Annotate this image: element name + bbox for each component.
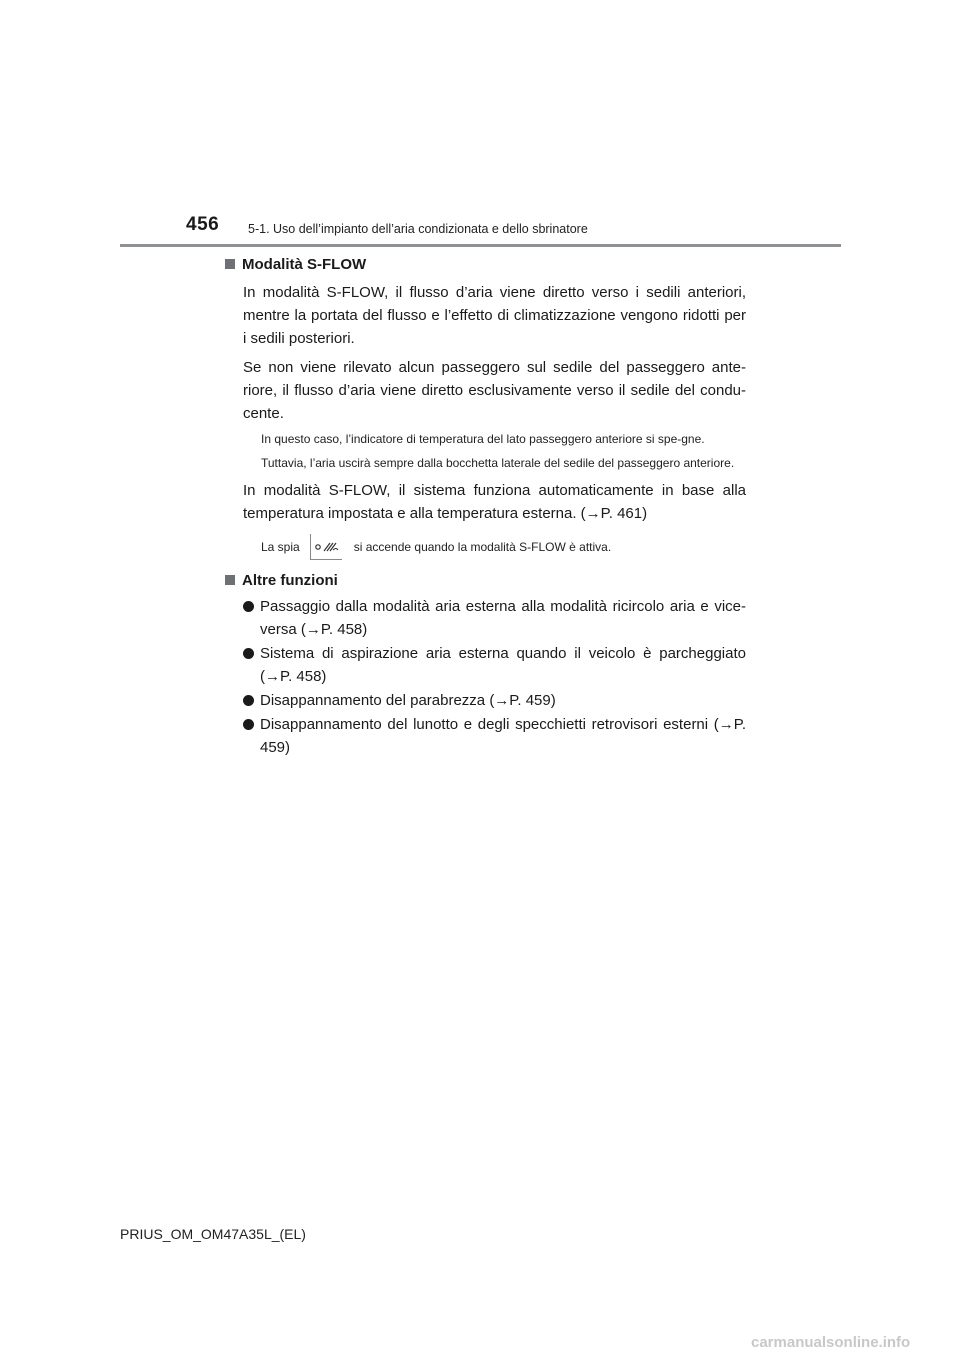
page-number: 456: [186, 214, 220, 235]
note-paragraph: Tuttavia, l’aria uscirà sempre dalla bocchetta laterale del sedile del passeggero anteriore.: [261, 456, 735, 470]
section-heading-altre-funzioni: [225, 569, 746, 591]
list-item-text: Disappannamento del lunotto e degli specchietti retrovisori esterni (→P. 459): [260, 716, 746, 756]
square-bullet-icon: [225, 259, 235, 269]
header-rule: [120, 244, 841, 247]
watermark: carmanualsonline.info: [751, 1334, 911, 1351]
indicator-note-before: La spia: [261, 540, 300, 554]
list-item: [243, 642, 746, 688]
paragraph: In modalità S-FLOW, il sistema funziona automaticamente in base alla temperatura impostata e alla temperatura esterna. (→P. 461): [243, 482, 746, 522]
square-bullet-icon: [225, 575, 235, 585]
note-paragraph: In questo caso, l’indicatore di temperatura del lato passeggero anteriore si spe-gne.: [261, 432, 705, 446]
list-item-text: Sistema di aspirazione aria esterna quando il veicolo è parcheggiato (→P. 458): [260, 645, 746, 685]
section-heading-s-flow: [225, 253, 746, 275]
list-item-text: Passaggio dalla modalità aria esterna alla modalità ricircolo aria e vice-versa (→P. 458): [260, 598, 746, 638]
document-code: PRIUS_OM_OM47A35L_(EL): [120, 1226, 306, 1242]
bullet-dot-icon: [243, 719, 254, 730]
list-item: [243, 595, 746, 641]
list-item: [243, 689, 746, 712]
function-list: [243, 595, 746, 759]
list-item-text: Disappannamento del parabrezza (→P. 459): [260, 692, 556, 709]
paragraph: In modalità S-FLOW, il flusso d’aria viene diretto verso i sedili anteriori, mentre la portata del flusso e l’effetto di climatizzazione vengono ridotti per i sedili posteriori.: [243, 284, 746, 347]
paragraph: Se non viene rilevato alcun passeggero sul sedile del passeggero ante-riore, il flusso d’aria viene diretto esclusivamente verso il sedile del condu-cente.: [243, 359, 746, 422]
page-content: [225, 253, 746, 759]
bullet-dot-icon: [243, 601, 254, 612]
s-flow-indicator-icon: [310, 534, 342, 560]
bullet-dot-icon: [243, 695, 254, 706]
list-item: [243, 713, 746, 759]
indicator-note: [261, 533, 746, 561]
heading-text: Altre funzioni: [242, 571, 338, 589]
section-title: 5-1. Uso dell’impianto dell’aria condizionata e dello sbrinatore: [248, 222, 588, 236]
heading-text: Modalità S-FLOW: [242, 255, 367, 273]
indicator-note-after: si accende quando la modalità S-FLOW è attiva.: [353, 540, 612, 554]
bullet-dot-icon: [243, 648, 254, 659]
